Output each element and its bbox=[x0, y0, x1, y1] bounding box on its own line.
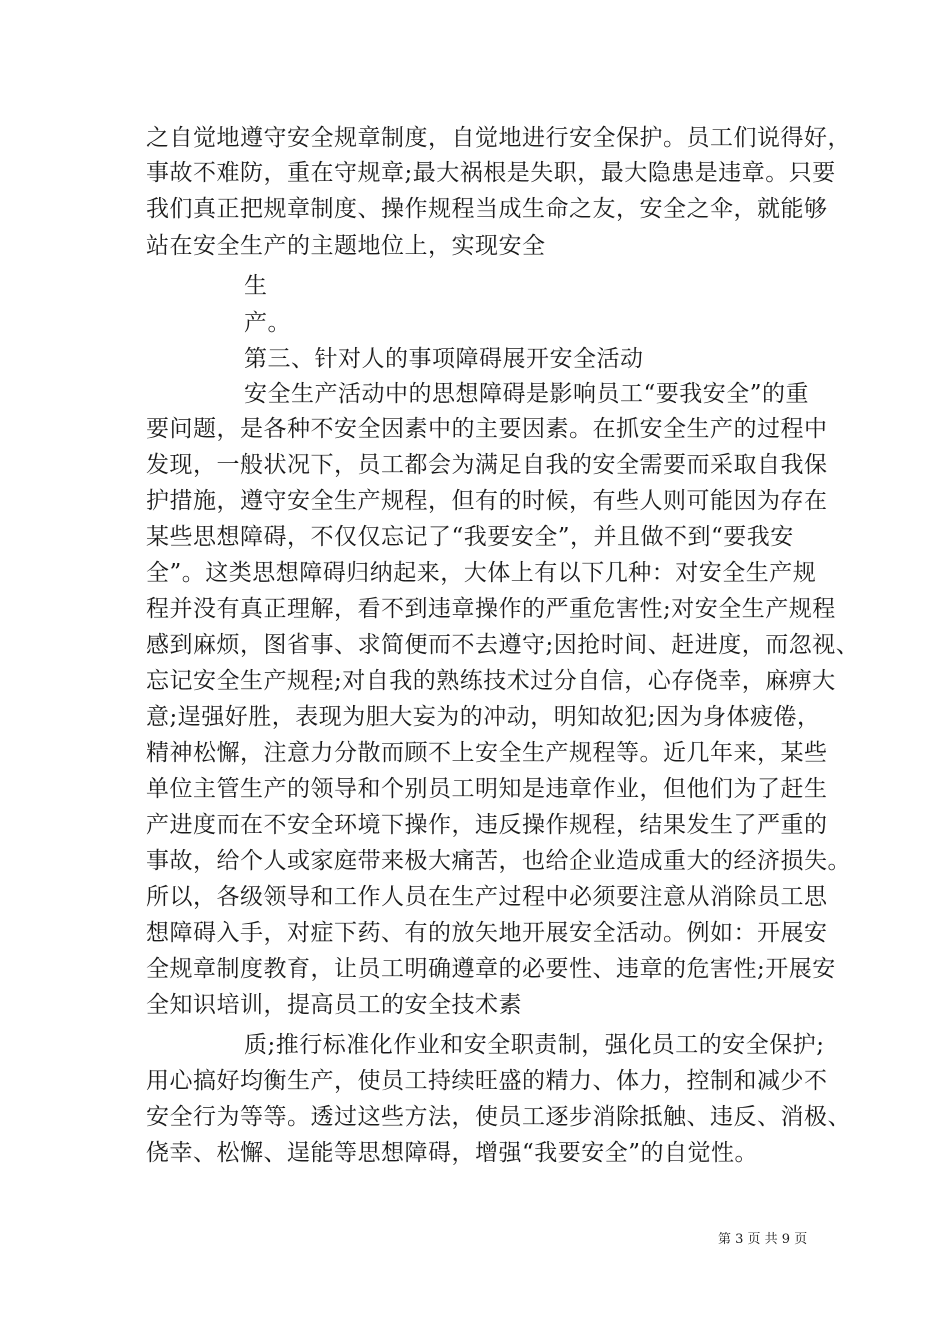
text-line: 全”。这类思想障碍归纳起来，大体上有以下几种：对安全生产规 bbox=[146, 560, 817, 586]
text-line: 精神松懈，注意力分散而顾不上安全生产规程等。近几年来，某些 bbox=[146, 740, 828, 766]
text-line: 事故不难防，重在守规章;最大祸根是失职，最大隐患是违章。只要 bbox=[146, 160, 836, 186]
text-line: 产。 bbox=[244, 310, 291, 336]
text-line: 侥幸、松懈、逞能等思想障碍，增强“我要安全”的自觉性。 bbox=[146, 1140, 759, 1166]
text-line: 站在安全生产的主题地位上，实现安全 bbox=[146, 233, 546, 259]
text-line: 发现，一般状况下，员工都会为满足自我的安全需要而采取自我保 bbox=[146, 452, 828, 478]
text-line: 事故，给个人或家庭带来极大痛苦，也给企业造成重大的经济损失。 bbox=[146, 848, 851, 874]
text-line: 感到麻烦，图省事、求简便而不去遵守;因抢时间、赶进度，而忽视、 bbox=[146, 632, 860, 658]
text-line: 某些思想障碍，不仅仅忘记了“我要安全”，并且做不到“要我安 bbox=[146, 524, 794, 550]
text-line: 要问题，是各种不安全因素中的主要因素。在抓安全生产的过程中 bbox=[146, 416, 828, 442]
text-line: 生 bbox=[244, 273, 268, 299]
text-line: 所以，各级领导和工作人员在生产过程中必须要注意从消除员工思 bbox=[146, 884, 828, 910]
page-number-footer: 第 3 页 共 9 页 bbox=[718, 1232, 808, 1247]
text-line: 想障碍入手，对症下药、有的放矢地开展安全活动。例如：开展安 bbox=[146, 920, 828, 946]
text-line: 意;逞强好胜，表现为胆大妄为的冲动，明知故犯;因为身体疲倦， bbox=[146, 704, 821, 730]
section-heading: 第三、针对人的事项障碍展开安全活动 bbox=[244, 346, 644, 372]
text-line: 质;推行标准化作业和安全职责制，强化员工的安全保护; bbox=[244, 1032, 825, 1058]
text-line: 我们真正把规章制度、操作规程当成生命之友，安全之伞，就能够 bbox=[146, 196, 828, 222]
text-line: 忘记安全生产规程;对自我的熟练技术过分自信，心存侥幸，麻痹大 bbox=[146, 668, 836, 694]
text-line: 护措施，遵守安全生产规程，但有的时候，有些人则可能因为存在 bbox=[146, 488, 828, 514]
text-line: 用心搞好均衡生产，使员工持续旺盛的精力、体力，控制和减少不 bbox=[146, 1068, 828, 1094]
text-line: 程并没有真正理解，看不到违章操作的严重危害性;对安全生产规程 bbox=[146, 596, 836, 622]
text-line: 单位主管生产的领导和个别员工明知是违章作业，但他们为了赶生 bbox=[146, 776, 828, 802]
text-line: 之自觉地遵守安全规章制度，自觉地进行安全保护。员工们说得好， bbox=[146, 125, 851, 151]
text-line: 全知识培训，提高员工的安全技术素 bbox=[146, 992, 522, 1018]
text-line: 安全行为等等。透过这些方法，使员工逐步消除抵触、违反、消极、 bbox=[146, 1104, 851, 1130]
text-line: 全规章制度教育，让员工明确遵章的必要性、违章的危害性;开展安 bbox=[146, 956, 836, 982]
text-line: 安全生产活动中的思想障碍是影响员工“要我安全”的重 bbox=[244, 381, 810, 407]
text-line: 产进度而在不安全环境下操作，违反操作规程，结果发生了严重的 bbox=[146, 812, 828, 838]
